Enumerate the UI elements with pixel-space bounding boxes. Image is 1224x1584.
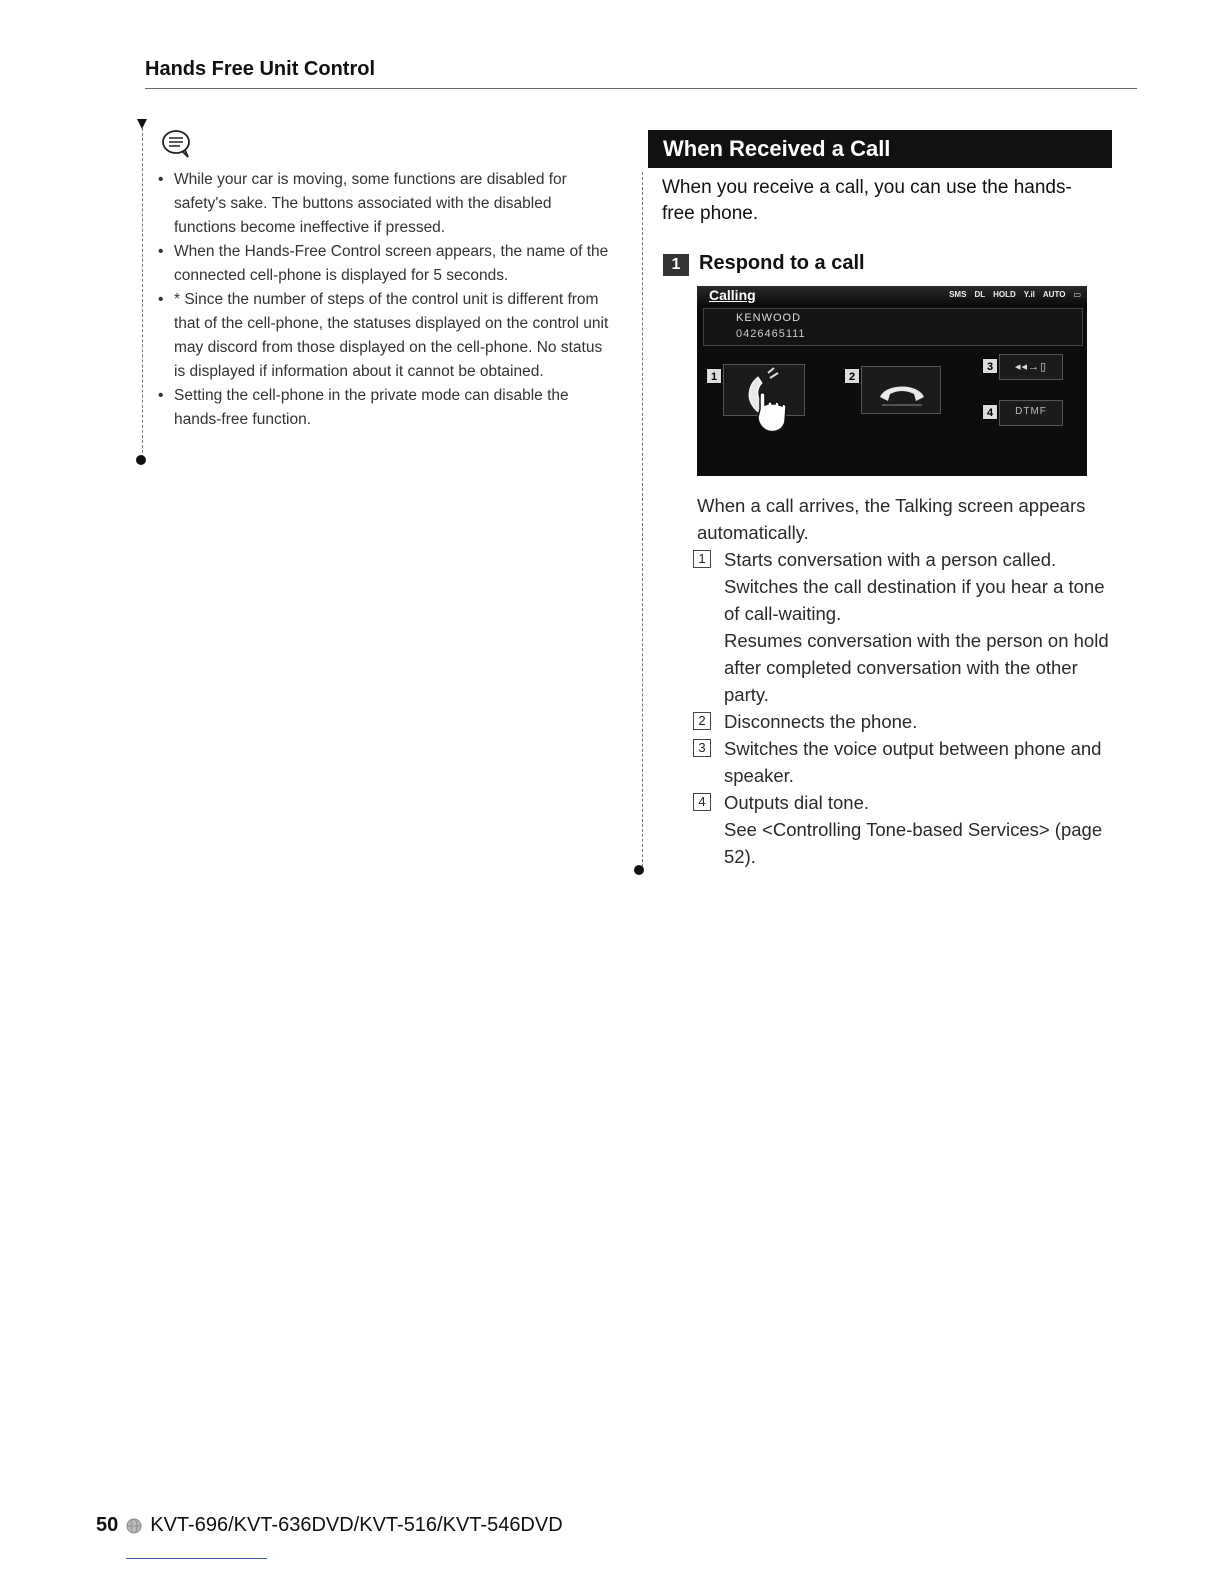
page-number: 50 bbox=[96, 1514, 119, 1536]
globe-icon bbox=[126, 1518, 142, 1534]
callout-3: 3 bbox=[982, 358, 998, 374]
list-item bbox=[693, 735, 1113, 789]
caller-info bbox=[703, 308, 1083, 346]
numbered-list bbox=[693, 546, 1113, 870]
signal-icon: Y.il bbox=[1023, 290, 1035, 299]
footer-divider bbox=[126, 1558, 267, 1559]
answer-button[interactable] bbox=[723, 364, 805, 416]
section-title: Hands Free Unit Control bbox=[145, 58, 376, 80]
main-rail-end-dot bbox=[634, 865, 644, 875]
num-box: 3 bbox=[693, 739, 711, 757]
note-item: • * Since the number of steps of the control unit is different from that of the cell-phone, the statuses displayed on the control unit may discord from those displayed on the cell-phone. No status is displayed if information about it cannot be obtained. bbox=[156, 288, 616, 384]
status-dl: DL bbox=[974, 290, 986, 299]
notes-rail-end-dot bbox=[136, 455, 146, 465]
notes-rail-arrow bbox=[137, 119, 147, 129]
notes-list bbox=[156, 168, 616, 432]
intro-text: When you receive a call, you can use the hands-free phone. bbox=[662, 177, 1072, 224]
caller-number: 0426465111 bbox=[736, 328, 806, 340]
callout-1: 1 bbox=[706, 368, 722, 384]
step-heading: Respond to a call bbox=[699, 252, 865, 274]
after-text: When a call arrives, the Talking screen appears automatically. bbox=[697, 495, 1086, 543]
battery-icon: ▭ bbox=[1073, 290, 1081, 299]
list-line: Disconnects the phone. bbox=[724, 711, 918, 732]
notes-rail bbox=[142, 128, 144, 458]
main-heading: When Received a Call bbox=[648, 130, 1112, 168]
status-sms: SMS bbox=[949, 290, 967, 299]
main-rail bbox=[642, 172, 644, 867]
note-item: • While your car is moving, some functions are disabled for safety's sake. The buttons associated with the disabled functions become ineffective if pressed. bbox=[156, 168, 616, 240]
callout-2: 2 bbox=[844, 368, 860, 384]
dtmf-button[interactable] bbox=[999, 400, 1063, 426]
num-box: 2 bbox=[693, 712, 711, 730]
note-item: • Setting the cell-phone in the private mode can disable the hands-free function. bbox=[156, 384, 616, 432]
list-line: Resumes conversation with the person on hold after completed conversation with the other party. bbox=[724, 630, 1109, 705]
voice-output-button[interactable] bbox=[999, 354, 1063, 380]
list-line: See <Controlling Tone-based Services> (page 52). bbox=[724, 819, 1103, 867]
callout-4: 4 bbox=[982, 404, 998, 420]
list-line: Switches the call destination if you hear a tone of call-waiting. bbox=[724, 576, 1105, 624]
step-number-badge: 1 bbox=[663, 254, 689, 276]
list-item bbox=[693, 789, 1113, 870]
num-box: 1 bbox=[693, 550, 711, 568]
top-divider bbox=[145, 88, 1137, 89]
calling-screen bbox=[697, 286, 1087, 476]
screen-title-bar bbox=[697, 286, 1087, 306]
list-item bbox=[693, 546, 1113, 708]
screen-title: Calling bbox=[709, 287, 756, 303]
list-line: Switches the voice output between phone and speaker. bbox=[724, 738, 1102, 786]
phone-answer-icon bbox=[724, 365, 806, 435]
voice-switch-icon: ◂◂→▯ bbox=[1014, 361, 1048, 373]
caller-name: KENWOOD bbox=[736, 312, 802, 324]
list-line: Starts conversation with a person called. bbox=[724, 549, 1057, 570]
model-names: KVT-696/KVT-636DVD/KVT-516/KVT-546DVD bbox=[150, 1514, 563, 1536]
status-auto: AUTO bbox=[1042, 290, 1066, 299]
footer bbox=[96, 1514, 563, 1537]
status-hold: HOLD bbox=[993, 290, 1016, 299]
list-item bbox=[693, 708, 1113, 735]
hang-up-button[interactable] bbox=[861, 366, 941, 414]
dtmf-label: DTMF bbox=[1015, 406, 1047, 417]
phone-hangup-icon bbox=[862, 367, 942, 415]
status-icons bbox=[949, 290, 1081, 299]
speech-bubble-note-icon bbox=[160, 128, 194, 158]
num-box: 4 bbox=[693, 793, 711, 811]
list-line: Outputs dial tone. bbox=[724, 792, 870, 813]
note-item: • When the Hands-Free Control screen appears, the name of the connected cell-phone is displayed for 5 seconds. bbox=[156, 240, 616, 288]
